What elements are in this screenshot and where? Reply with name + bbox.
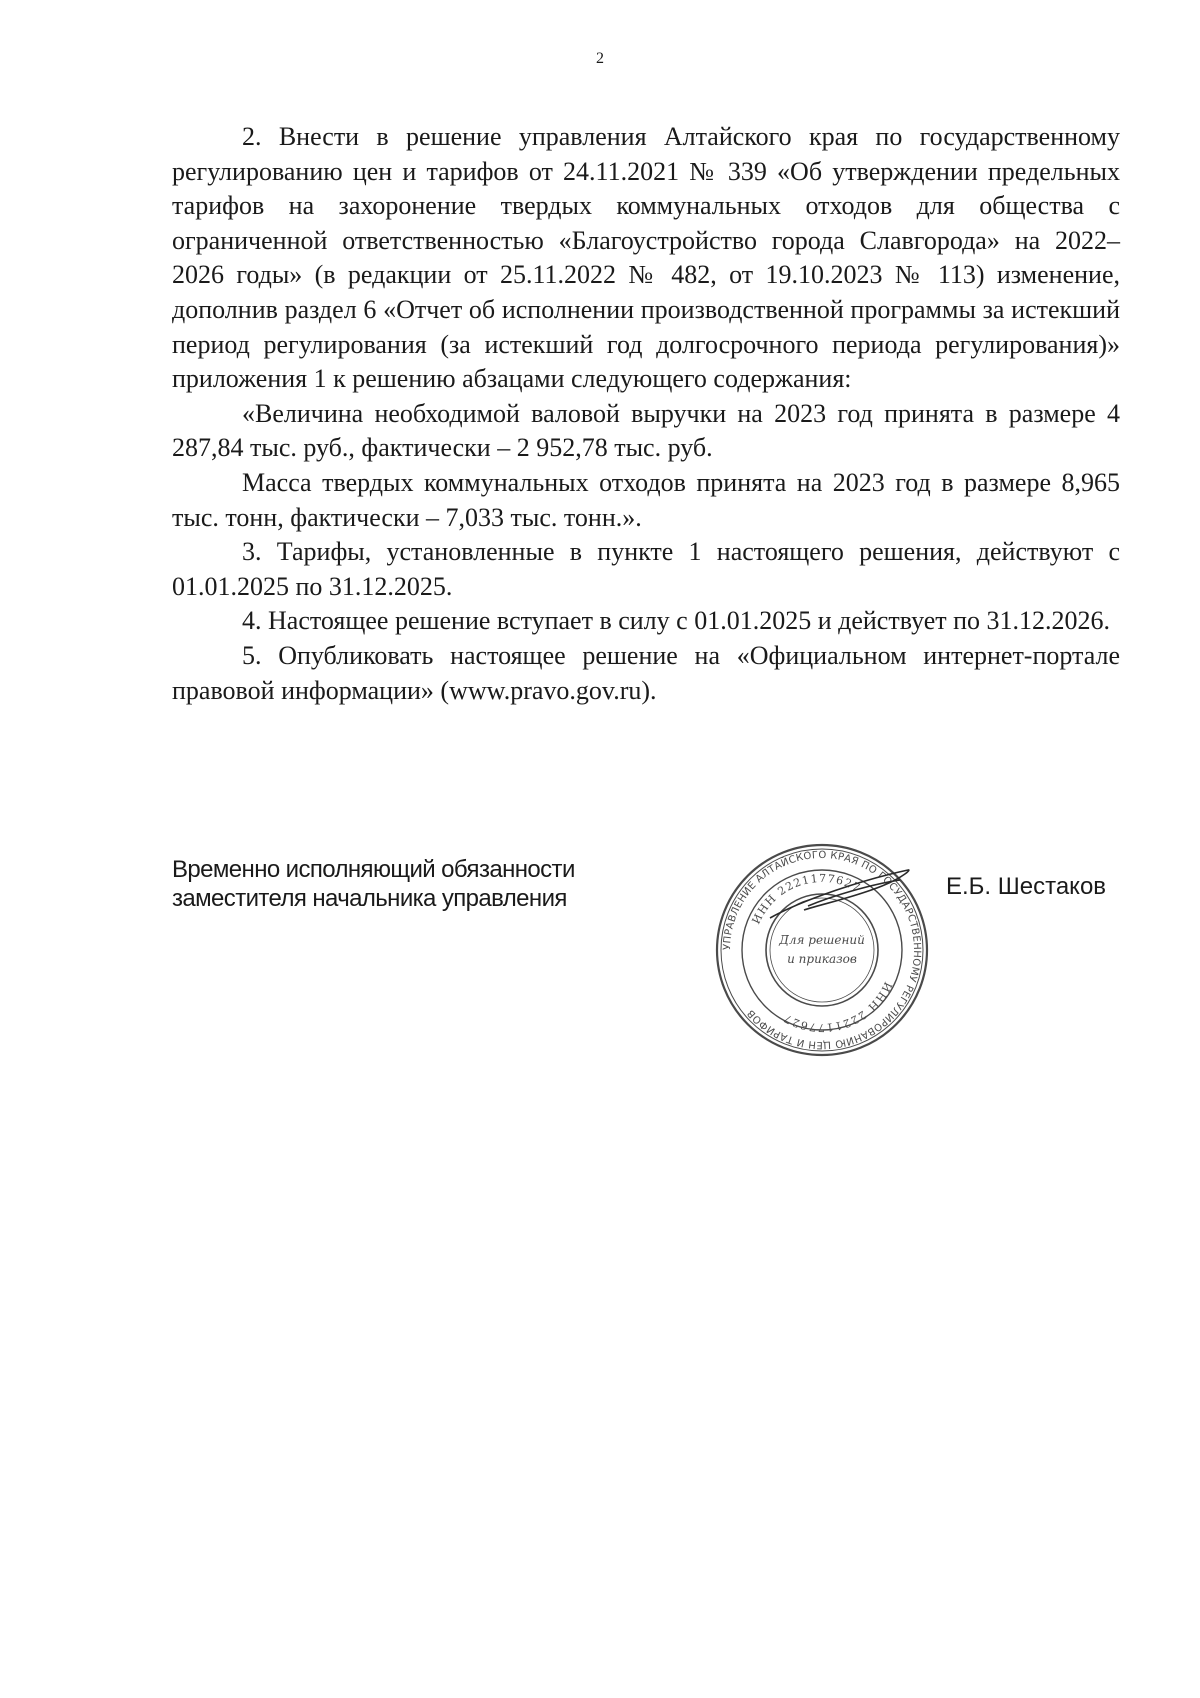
- stamp-inn-top: ИНН 2221177627: [749, 871, 863, 927]
- document-body: [172, 120, 1120, 708]
- signer-name: Е.Б. Шестаков: [946, 873, 1107, 900]
- stamp-inn-bottom: ИНН 2221177627: [781, 979, 895, 1035]
- paragraph-item-3: 3. Тарифы, установленные в пункте 1 настоящего решения, действуют с 01.01.2025 по 31.12.2025.: [172, 537, 1120, 601]
- paragraph-waste-mass: Масса твердых коммунальных отходов принята на 2023 год в размере 8,965 тыс. тонн, фактически – 7,033 тыс. тонн.».: [172, 467, 1120, 532]
- signer-position: [172, 855, 575, 913]
- stamp-outer-ring-text: УПРАВЛЕНИЕ АЛТАЙСКОГО КРАЯ ПО ГОСУДАРСТВЕННОМУ РЕГУЛИРОВАНИЮ ЦЕН И ТАРИФОВ: [721, 849, 923, 1051]
- paragraph-item-5: 5. Опубликовать настоящее решение на «Официальном интернет-портале правовой информации» (www.pravo.gov.ru).: [172, 640, 1120, 705]
- stamp-center-line-1: Для решений: [779, 933, 865, 947]
- signer-position-line-1: Временно исполняющий обязанности: [172, 856, 575, 883]
- signer-position-line-2: заместителя начальника управления: [172, 885, 567, 912]
- official-seal-stamp: [712, 840, 932, 1060]
- paragraph-item-2: 2. Внести в решение управления Алтайского края по государственному регулированию цен и тарифов от 24.11.2021 № 339 «Об утверждении предельных тарифов на захоронение твердых коммунальных отходов для общества с ограниченной ответственностью «Благоустройство города Славгорода» на 2022–2026 годы» (в редакции от 25.11.2022 № 482, от 19.10.2023 № 113) изменение, дополнив раздел 6 «Отчет об исполнении производственной программы за истекший период регулирования (за истекший год долгосрочного периода регулирования)» приложения 1 к решению абзацами следующего содержания:: [172, 122, 1120, 394]
- stamp-center-line-2: и приказов: [787, 952, 857, 966]
- paragraph-nvv-value: «Величина необходимой валовой выручки на 2023 год принята в размере 4 287,84 тыс. руб., фактически – 2 952,78 тыс. руб.: [172, 398, 1120, 463]
- paragraph-item-4: 4. Настоящее решение вступает в силу с 01.01.2025 и действует по 31.12.2026.: [242, 606, 1111, 636]
- page-number: 2: [596, 50, 604, 67]
